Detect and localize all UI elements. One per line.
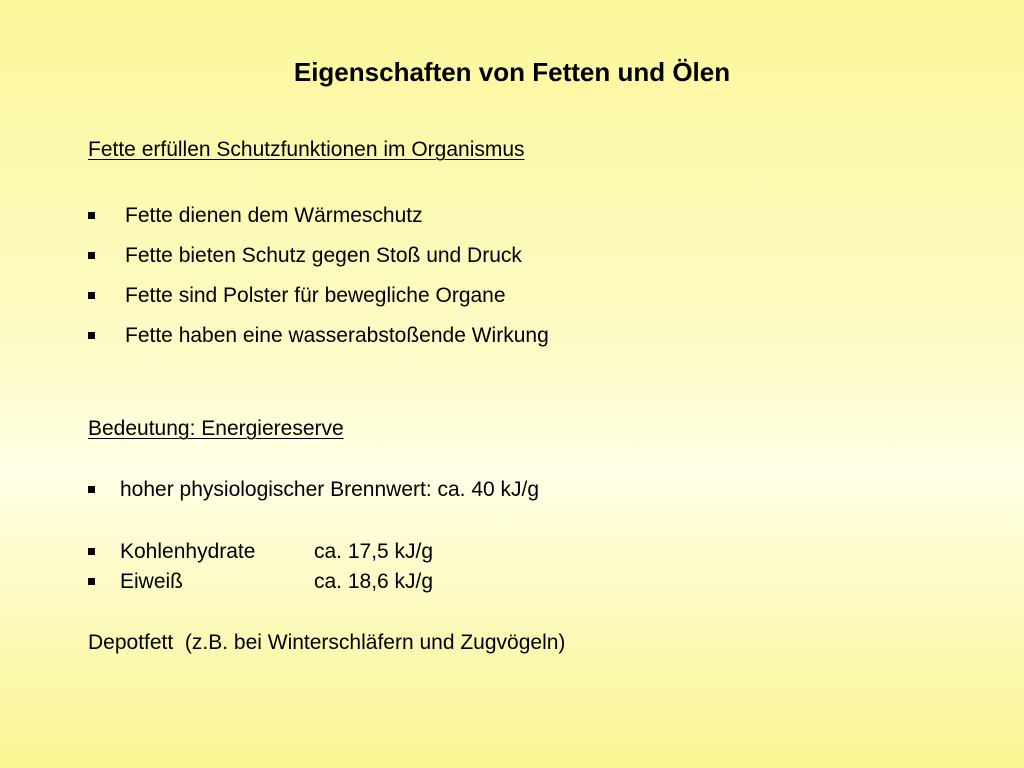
section-heading-schutzfunktionen: Fette erfüllen Schutzfunktionen im Organismus: [88, 138, 525, 161]
square-bullet-icon: [88, 548, 95, 555]
square-bullet-icon: [88, 252, 95, 259]
bullet-text: Fette bieten Schutz gegen Stoß und Druck: [125, 244, 522, 267]
square-bullet-icon: [88, 486, 95, 493]
bullet-text: Fette sind Polster für bewegliche Organe: [125, 284, 506, 307]
comparison-value: ca. 18,6 kJ/g: [314, 570, 434, 593]
comparison-label: Kohlenhydrate: [120, 540, 256, 563]
depotfett-text: Depotfett (z.B. bei Winterschläfern und Zugvögeln): [88, 631, 566, 654]
square-bullet-icon: [88, 578, 95, 585]
comparison-label: Eiweiß: [120, 570, 184, 593]
square-bullet-icon: [88, 212, 95, 219]
bullet-text: Fette haben eine wasserabstoßende Wirkung: [125, 324, 549, 347]
slide-title: Eigenschaften von Fetten und Ölen: [293, 57, 731, 87]
section-heading-energiereserve: Bedeutung: Energiereserve: [88, 417, 344, 440]
square-bullet-icon: [88, 292, 95, 299]
bullet-text: Fette dienen dem Wärmeschutz: [125, 204, 423, 227]
bullet-text: hoher physiologischer Brennwert: ca. 40 kJ/g: [120, 478, 540, 501]
comparison-value: ca. 17,5 kJ/g: [314, 540, 434, 563]
square-bullet-icon: [88, 332, 95, 339]
